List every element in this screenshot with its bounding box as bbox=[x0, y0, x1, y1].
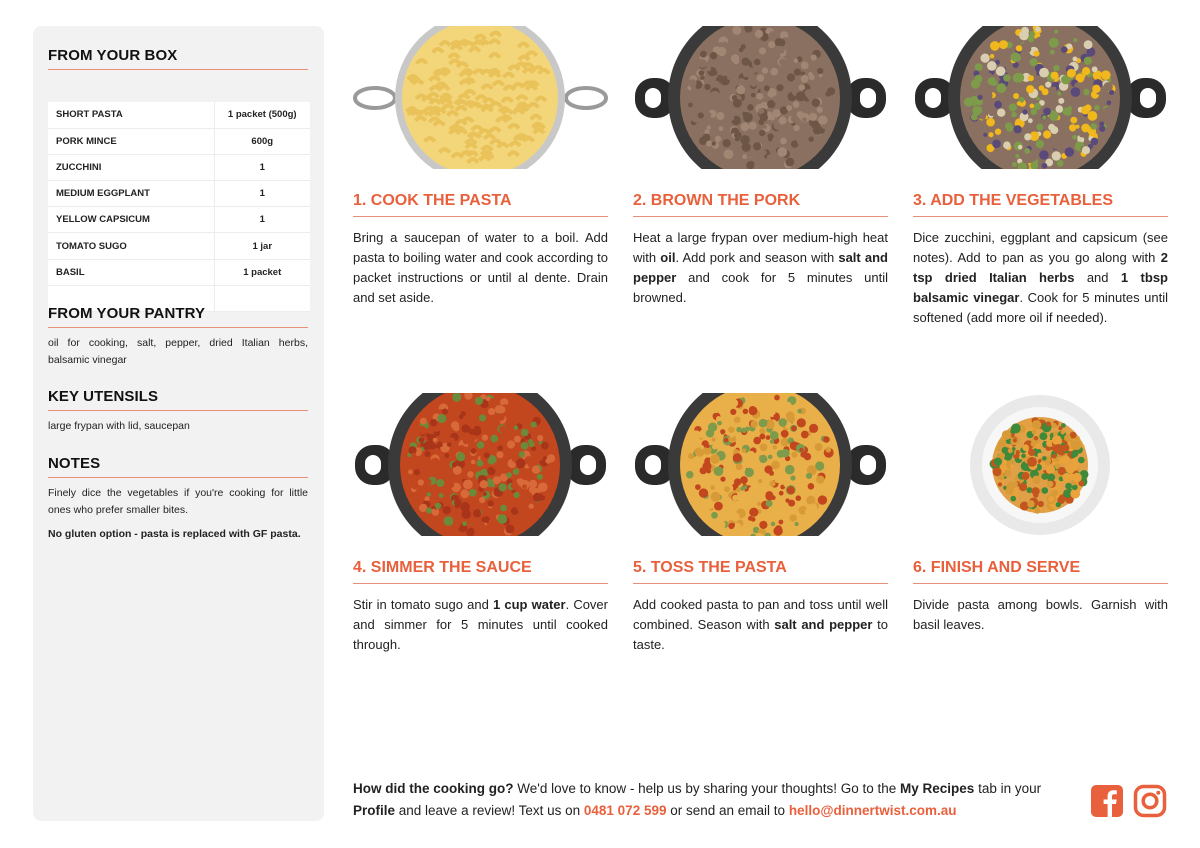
footer-text-bold: My Recipes bbox=[900, 781, 975, 796]
footer-text: We'd love to know - help us by sharing your thoughts! Go to the bbox=[513, 781, 901, 796]
ingredient-name: YELLOW CAPSICUM bbox=[56, 214, 150, 226]
notes-text: Finely dice the vegetables if you're cooking for little ones who prefer smaller bites. bbox=[48, 487, 308, 516]
step-title: 5. TOSS THE PASTA bbox=[633, 559, 888, 584]
footer-link[interactable]: 0481 072 599 bbox=[583, 803, 667, 818]
step-text-bold: salt and pepper bbox=[774, 617, 873, 632]
ingredient-qty: 1 packet (500g) bbox=[214, 102, 310, 128]
facebook-icon[interactable] bbox=[1090, 784, 1124, 818]
step-text-run: and bbox=[1074, 270, 1121, 285]
footer-text: tab in your bbox=[974, 781, 1042, 796]
step-title: 4. SIMMER THE SAUCE bbox=[353, 559, 608, 584]
step-instructions bbox=[633, 228, 888, 308]
ingredient-row bbox=[48, 128, 310, 154]
frypan-browned-pork-image bbox=[633, 26, 888, 169]
step-text-run: to taste. bbox=[633, 617, 888, 652]
instagram-icon[interactable] bbox=[1133, 784, 1167, 818]
step-instructions bbox=[913, 228, 1168, 328]
frypan-pork-vegetables-image bbox=[913, 26, 1168, 169]
step-text-run: . Add pork and season with bbox=[675, 250, 839, 265]
step-instructions bbox=[913, 595, 1168, 635]
step-text-bold: 1 tbsp balsamic vinegar bbox=[913, 270, 1168, 305]
ingredients-table bbox=[48, 102, 310, 312]
ingredient-row bbox=[48, 154, 310, 180]
ingredient-name: ZUCCHINI bbox=[56, 161, 102, 173]
ingredient-qty: 1 bbox=[214, 207, 310, 233]
bowl-served-pasta-image bbox=[913, 393, 1168, 536]
ingredient-qty: 1 bbox=[214, 181, 310, 207]
step-instructions bbox=[353, 228, 608, 308]
footer-link[interactable]: hello@dinnertwist.com.au bbox=[788, 803, 957, 818]
frypan-pasta-sauce-image bbox=[633, 393, 888, 536]
ingredient-name: PORK MINCE bbox=[56, 135, 117, 147]
ingredient-row bbox=[48, 259, 310, 285]
ingredient-row bbox=[48, 102, 310, 128]
step-text-run: Heat a large frypan over medium-high heat with bbox=[633, 230, 888, 265]
from-your-box-heading: FROM YOUR BOX bbox=[48, 47, 308, 70]
ingredient-qty: 1 bbox=[214, 154, 310, 180]
step-instructions bbox=[633, 595, 888, 655]
footer-text: or send an email to bbox=[666, 803, 789, 818]
notes-heading: NOTES bbox=[48, 455, 308, 478]
step-text-run: Dice zucchini, eggplant and capsicum (see notes). Add to pan as you go along with bbox=[913, 230, 1168, 265]
ingredient-name: SHORT PASTA bbox=[56, 109, 123, 121]
ingredient-name: BASIL bbox=[56, 266, 85, 278]
ingredient-qty: 1 jar bbox=[214, 233, 310, 259]
step-text-run: . Cook for 5 minutes until softened (add more oil if needed). bbox=[913, 290, 1168, 325]
step-text-bold: 1 cup water bbox=[492, 597, 566, 612]
ingredient-name: MEDIUM EGGPLANT bbox=[56, 188, 150, 200]
ingredient-qty: 1 packet bbox=[214, 259, 310, 285]
step-text-run: and cook for 5 minutes until browned. bbox=[633, 270, 888, 305]
footer-text-bold: Profile bbox=[353, 803, 396, 818]
step-instructions bbox=[353, 595, 608, 655]
step-title: 1. COOK THE PASTA bbox=[353, 192, 608, 217]
frypan-tomato-sauce-image bbox=[353, 393, 608, 536]
step-text-run: Bring a saucepan of water to a boil. Add pasta to boiling water and cook according to packet instructions or until al dente. Drain and set aside. bbox=[353, 230, 608, 305]
notes-gluten-bold: No gluten option - pasta is replaced with GF pasta. bbox=[48, 528, 301, 540]
step-text-run: Stir in tomato sugo and bbox=[353, 597, 493, 612]
ingredients-sidebar bbox=[33, 26, 324, 821]
pantry-text: oil for cooking, salt, pepper, dried Italian herbs, balsamic vinegar bbox=[48, 337, 308, 366]
utensils-text: large frypan with lid, saucepan bbox=[48, 420, 190, 432]
step-text-run: Divide pasta among bowls. Garnish with basil leaves. bbox=[913, 597, 1168, 632]
ingredient-row bbox=[48, 233, 310, 259]
step-text-run: . Cover and simmer for 5 minutes until cooked through. bbox=[353, 597, 608, 652]
step-text-bold: 2 tsp dried Italian herbs bbox=[913, 250, 1168, 285]
from-your-pantry-heading: FROM YOUR PANTRY bbox=[48, 305, 308, 328]
ingredient-name: TOMATO SUGO bbox=[56, 240, 127, 252]
feedback-footer bbox=[353, 778, 1073, 822]
footer-text: and leave a review! Text us on bbox=[395, 803, 584, 818]
key-utensils-heading: KEY UTENSILS bbox=[48, 388, 308, 411]
step-text-bold: salt and pepper bbox=[633, 250, 888, 285]
ingredient-row bbox=[48, 181, 310, 207]
saucepan-of-pasta-image bbox=[353, 26, 608, 169]
footer-text-bold: How did the cooking go? bbox=[353, 781, 514, 796]
step-text-bold: oil bbox=[660, 250, 676, 265]
ingredient-row bbox=[48, 207, 310, 233]
step-title: 3. ADD THE VEGETABLES bbox=[913, 192, 1168, 217]
step-text-run: Add cooked pasta to pan and toss until well combined. Season with bbox=[633, 597, 888, 632]
notes-gluten-text bbox=[48, 526, 308, 543]
step-title: 2. BROWN THE PORK bbox=[633, 192, 888, 217]
ingredient-qty: 600g bbox=[214, 128, 310, 154]
step-title: 6. FINISH AND SERVE bbox=[913, 559, 1168, 584]
